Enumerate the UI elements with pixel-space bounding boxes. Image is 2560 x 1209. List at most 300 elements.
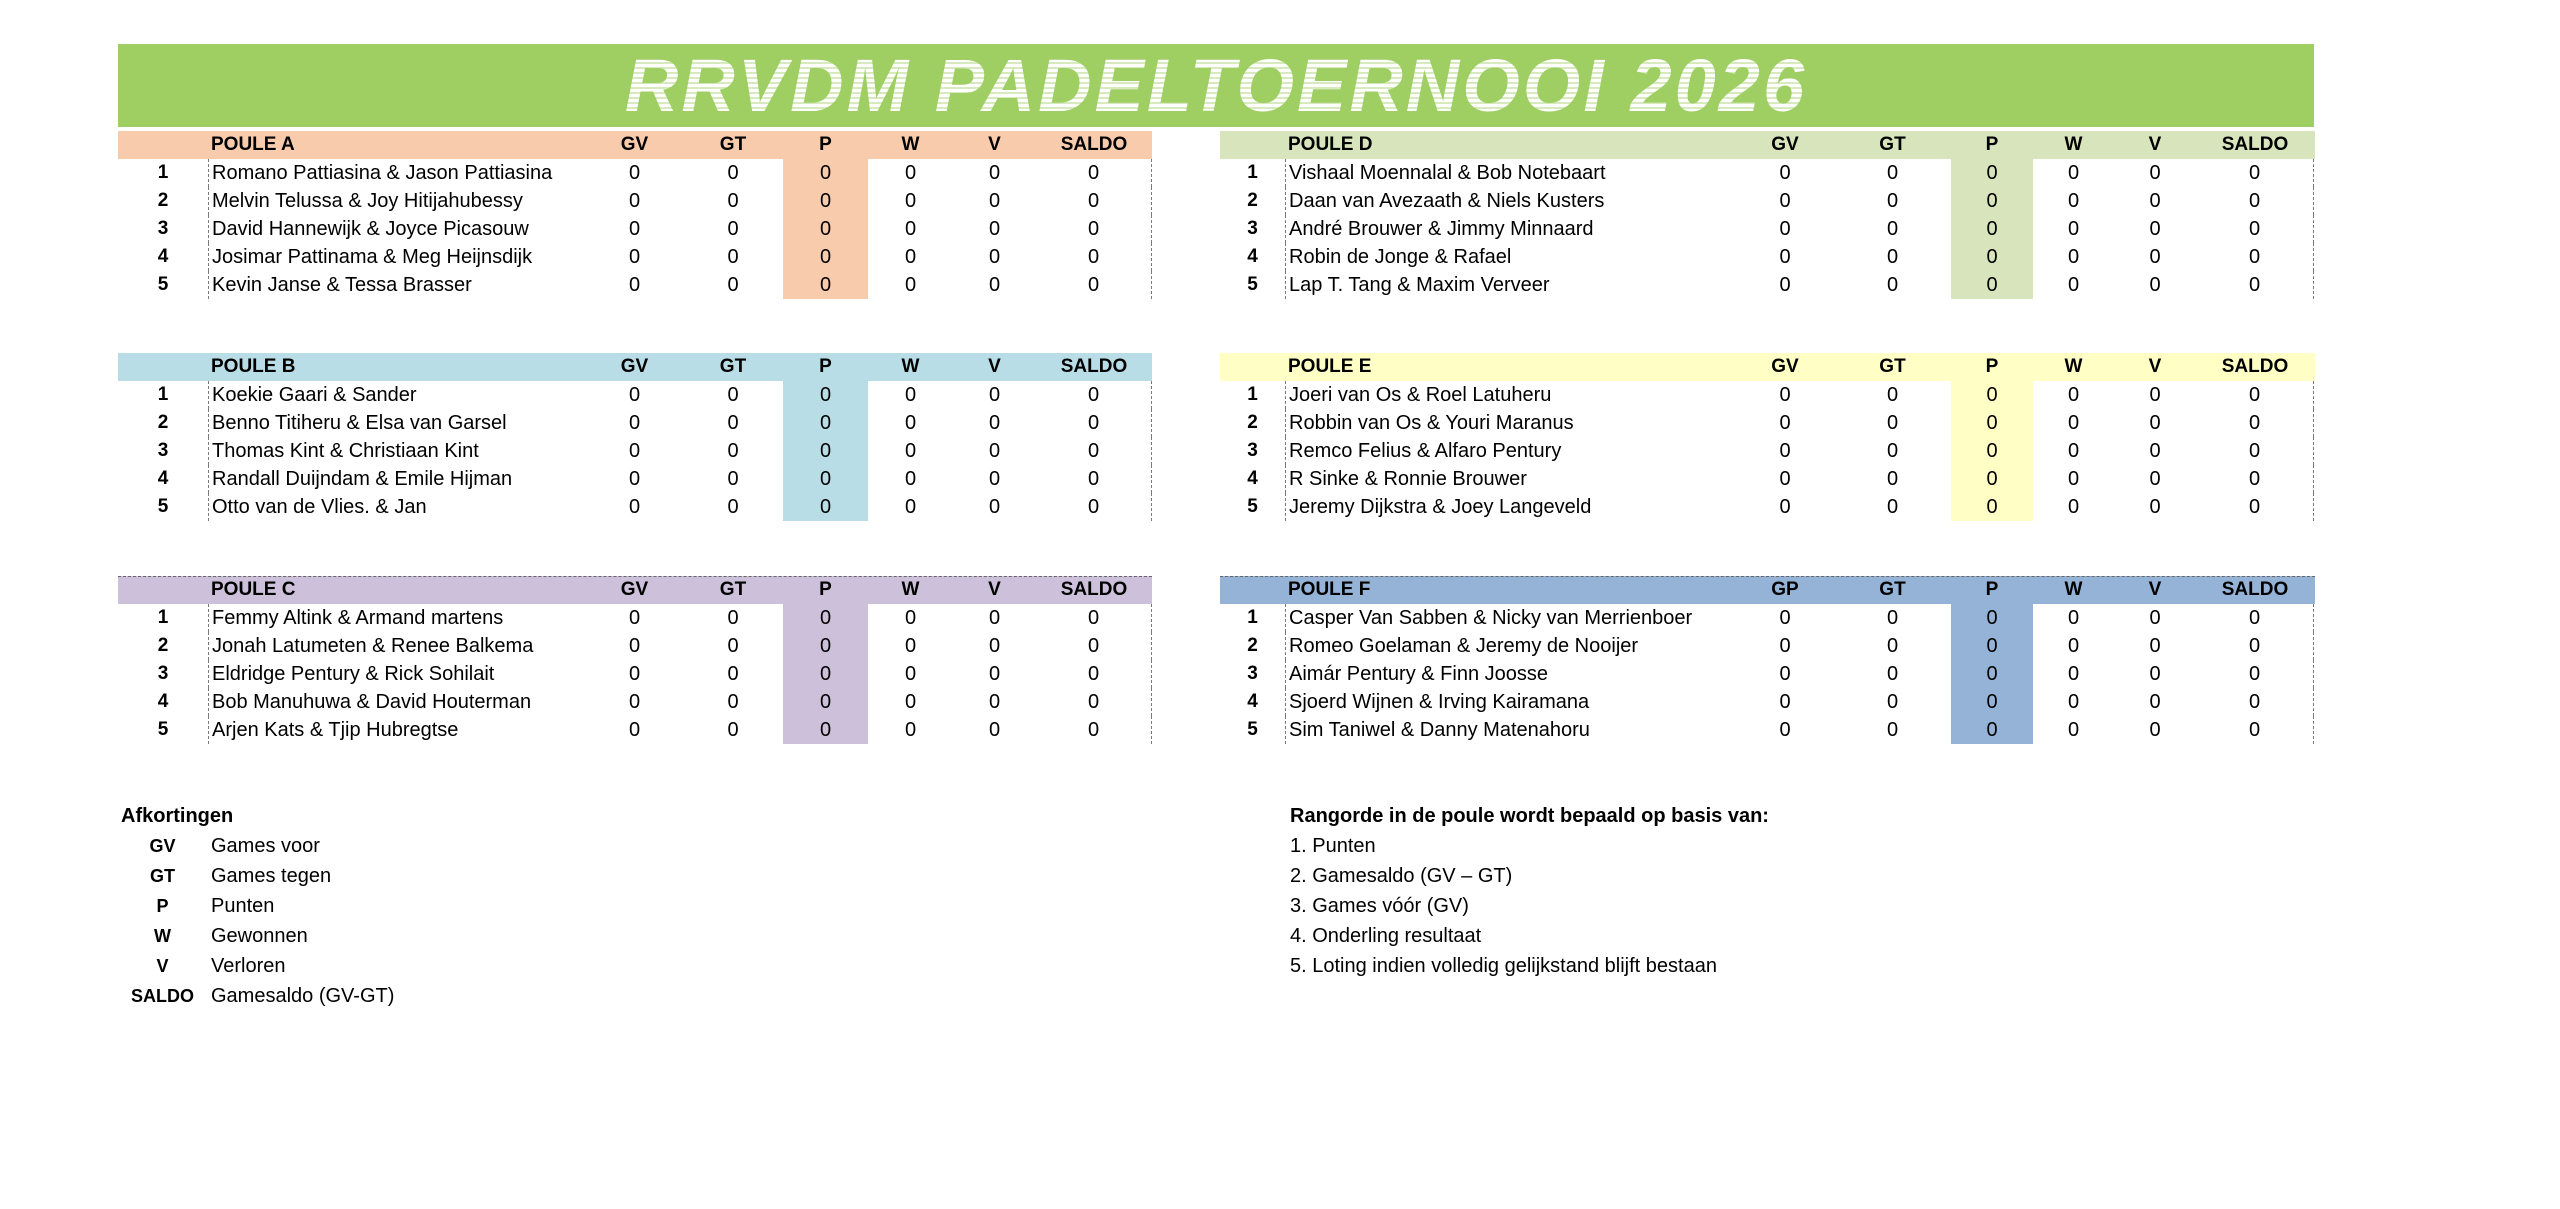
stat-w: 0 [2067,691,2080,713]
team-name: Bob Manuhuwa & David Houterman [208,688,586,716]
stat-gt: 0 [1886,663,1899,685]
stat-w: 0 [904,468,917,490]
team-name: Romano Pattiasina & Jason Pattiasina [208,159,586,187]
stat-p: 0 [1951,688,2033,716]
stat-gv: 0 [628,218,641,240]
stat-v: 0 [2149,246,2161,268]
team-name: Josimar Pattinama & Meg Heijnsdijk [208,243,586,271]
stat-saldo: 0 [2196,437,2314,465]
legend-item [118,951,818,981]
team-name: Thomas Kint & Christiaan Kint [208,437,586,465]
stat-p: 0 [1951,493,2033,521]
column-header-w: W [2064,356,2083,377]
team-name: Arjen Kats & Tjip Hubregtse [208,716,586,744]
poule-title: POULE C [211,579,296,600]
legend-abbr: GV [149,836,176,856]
legend-abbr: W [154,926,171,946]
stat-v: 0 [2149,635,2161,657]
team-name: Randall Duijndam & Emile Hijman [208,465,586,493]
ranking-title: Rangorde in de poule wordt bepaald op basis van: [1290,805,1769,827]
stat-w: 0 [904,218,917,240]
stat-saldo: 0 [2196,493,2314,521]
team-name: Casper Van Sabben & Nicky van Merrienboer [1285,604,1736,632]
team-row [118,632,1152,660]
team-name: David Hannewijk & Joyce Picasouw [208,215,586,243]
stat-saldo: 0 [1036,409,1152,437]
stat-w: 0 [904,162,917,184]
column-header-v: V [2148,356,2162,377]
stat-gt: 0 [1886,607,1899,629]
legend-item [118,981,818,1011]
stat-w: 0 [904,691,917,713]
team-row [118,187,1152,215]
team-rank: 3 [1247,218,1258,239]
legend-desc: Gamesaldo (GV-GT) [211,985,395,1007]
stat-gt: 0 [727,719,739,741]
column-header-p: P [1985,134,1999,155]
team-rank: 1 [157,162,169,183]
stat-saldo: 0 [2196,409,2314,437]
stat-saldo: 0 [1036,465,1152,493]
column-header-p: P [1985,356,1999,377]
stat-w: 0 [2067,190,2080,212]
team-name: Kevin Janse & Tessa Brasser [208,271,586,299]
stat-saldo: 0 [2196,660,2314,688]
stat-w: 0 [2067,468,2080,490]
column-header-gt: GT [1879,134,1906,155]
stat-gt: 0 [727,190,739,212]
stat-gv: 0 [628,246,641,268]
team-row [1220,409,2315,437]
stat-p: 0 [783,688,868,716]
team-rank: 2 [1247,635,1258,656]
stat-v: 0 [988,691,1001,713]
stat-p: 0 [1951,215,2033,243]
team-name: Eldridge Pentury & Rick Sohilait [208,660,586,688]
column-header-p: P [819,579,832,600]
team-name: Melvin Telussa & Joy Hitijahubessy [208,187,586,215]
team-rank: 1 [1247,162,1258,183]
team-rank: 5 [157,274,169,295]
stat-w: 0 [2067,412,2080,434]
team-row [1220,187,2315,215]
stat-saldo: 0 [2196,632,2314,660]
team-row [118,716,1152,744]
poule-header-row [118,131,1152,159]
column-header-v: V [2148,134,2162,155]
team-row [1220,271,2315,299]
column-header-saldo: SALDO [2221,356,2289,377]
stat-w: 0 [904,663,917,685]
legend-abbr: GT [150,866,175,886]
stat-saldo: 0 [2196,215,2314,243]
column-header-w: W [2064,579,2083,600]
team-row [1220,632,2315,660]
stat-gv: 0 [628,635,641,657]
team-row [118,409,1152,437]
team-rank: 3 [157,218,169,239]
team-row [118,465,1152,493]
stat-gt: 0 [1886,719,1899,741]
stat-gv: 0 [1779,468,1791,490]
stat-v: 0 [2149,274,2161,296]
legend-title: Afkortingen [121,805,234,827]
team-row [118,215,1152,243]
column-header-p: P [819,356,832,377]
team-row [1220,215,2315,243]
column-header-saldo: SALDO [2221,579,2289,600]
ranking-item: 2. Gamesaldo (GV – GT) [1290,865,1513,887]
abbreviations-legend [118,801,818,1011]
stat-saldo: 0 [2196,381,2314,409]
stat-v: 0 [988,384,1001,406]
poule-header-row [1220,576,2315,604]
column-header-p: P [819,134,832,155]
team-name: André Brouwer & Jimmy Minnaard [1285,215,1736,243]
team-row [118,381,1152,409]
stat-gv: 0 [628,468,641,490]
tournament-title: RRVDM PADELTOERNOOI 2026 [624,44,1808,127]
stat-p: 0 [1951,716,2033,744]
legend-item [118,921,818,951]
stat-v: 0 [988,607,1001,629]
stat-saldo: 0 [1036,159,1152,187]
stat-p: 0 [1951,604,2033,632]
stat-w: 0 [904,274,917,296]
stat-gv: 0 [628,663,641,685]
team-row [1220,604,2315,632]
stat-w: 0 [2067,246,2080,268]
stat-p: 0 [783,271,868,299]
team-row [1220,716,2315,744]
team-rank: 5 [157,719,169,740]
team-row [118,437,1152,465]
legend-desc: Games tegen [211,865,332,887]
poule-title: POULE A [211,134,295,155]
team-row [118,604,1152,632]
team-rank: 4 [157,691,169,712]
team-rank: 4 [157,246,169,267]
team-rank: 3 [1247,663,1258,684]
legend-desc: Punten [211,895,275,917]
stat-v: 0 [988,274,1001,296]
column-header-w: W [901,134,920,155]
stat-gv: 0 [628,274,641,296]
team-name: Daan van Avezaath & Niels Kusters [1285,187,1736,215]
stat-w: 0 [2067,635,2080,657]
column-header-gt: GT [1879,579,1906,600]
stat-gt: 0 [1886,246,1899,268]
stat-saldo: 0 [1036,215,1152,243]
stat-p: 0 [1951,660,2033,688]
poule-header-row [118,576,1152,604]
column-header-gv: GV [1771,134,1799,155]
team-name: Jeremy Dijkstra & Joey Langeveld [1285,493,1736,521]
stat-w: 0 [2067,663,2080,685]
poule-header-row [1220,353,2315,381]
legend-desc: Verloren [211,955,286,977]
stat-w: 0 [904,384,917,406]
poule-f-table [1220,576,2315,744]
team-name: Lap T. Tang & Maxim Verveer [1285,271,1736,299]
legend-abbr: P [156,896,169,916]
stat-w: 0 [904,412,917,434]
stat-gt: 0 [727,691,739,713]
legend-item [118,891,818,921]
stat-gv: 0 [1779,440,1791,462]
stat-v: 0 [988,663,1001,685]
team-rank: 5 [1247,719,1258,740]
stat-v: 0 [2149,218,2161,240]
column-header-p: P [1985,579,1999,600]
stat-v: 0 [988,440,1001,462]
stat-w: 0 [2067,607,2080,629]
stat-p: 0 [1951,437,2033,465]
stat-w: 0 [2067,274,2080,296]
stat-v: 0 [2149,440,2161,462]
team-name: Femmy Altink & Armand martens [208,604,586,632]
stat-gt: 0 [1886,162,1899,184]
stat-saldo: 0 [1036,688,1152,716]
stat-saldo: 0 [1036,604,1152,632]
stat-gv: 0 [628,607,641,629]
team-row [118,493,1152,521]
ranking-rules [1290,801,2190,981]
stat-saldo: 0 [1036,716,1152,744]
stat-saldo: 0 [1036,243,1152,271]
rank-header-cell [118,353,208,381]
legend-abbr: SALDO [131,986,194,1006]
ranking-item: 5. Loting indien volledig gelijkstand blijft bestaan [1290,955,1717,977]
stat-p: 0 [783,632,868,660]
stat-gt: 0 [727,218,739,240]
team-rank: 3 [1247,440,1258,461]
poule-title: POULE F [1288,579,1371,600]
stat-saldo: 0 [2196,465,2314,493]
poule-a-table [118,131,1152,299]
stat-gv: 0 [1779,384,1791,406]
stat-saldo: 0 [1036,493,1152,521]
stat-gt: 0 [727,162,739,184]
legend-item [118,861,818,891]
stat-gv: 0 [1779,162,1791,184]
stat-gt: 0 [727,663,739,685]
stat-gp: 0 [1779,719,1791,741]
column-header-v: V [988,134,1001,155]
team-rank: 4 [1247,246,1258,267]
stat-p: 0 [1951,159,2033,187]
stat-gv: 0 [628,190,641,212]
team-name: Sjoerd Wijnen & Irving Kairamana [1285,688,1736,716]
team-name: Koekie Gaari & Sander [208,381,586,409]
stat-saldo: 0 [1036,437,1152,465]
poule-d-table [1220,131,2315,299]
stat-v: 0 [2149,607,2161,629]
stat-p: 0 [783,437,868,465]
team-row [1220,465,2315,493]
legend-abbr: V [156,956,169,976]
team-rank: 5 [157,496,169,517]
stat-gt: 0 [727,246,739,268]
stat-saldo: 0 [2196,243,2314,271]
column-header-v: V [988,579,1001,600]
stat-saldo: 0 [2196,159,2314,187]
column-header-gp: GP [1771,579,1799,600]
stat-saldo: 0 [2196,187,2314,215]
poule-e-table [1220,353,2315,521]
poule-header-row [1220,131,2315,159]
stat-gt: 0 [1886,274,1899,296]
stat-p: 0 [783,493,868,521]
rank-header-cell [1220,131,1285,159]
team-rank: 4 [1247,691,1258,712]
stat-v: 0 [2149,190,2161,212]
team-rank: 3 [157,663,169,684]
stat-gv: 0 [628,496,641,518]
team-row [1220,688,2315,716]
stat-v: 0 [988,218,1001,240]
stat-w: 0 [904,496,917,518]
stat-p: 0 [1951,632,2033,660]
team-rank: 1 [157,607,169,628]
stat-saldo: 0 [1036,381,1152,409]
stat-v: 0 [2149,412,2161,434]
stat-w: 0 [904,719,917,741]
stat-gt: 0 [1886,468,1899,490]
stat-saldo: 0 [2196,716,2314,744]
stat-w: 0 [904,440,917,462]
rank-header-cell [1220,576,1285,604]
stat-v: 0 [2149,719,2161,741]
stat-gp: 0 [1779,663,1791,685]
team-name: Romeo Goelaman & Jeremy de Nooijer [1285,632,1736,660]
team-row [1220,493,2315,521]
stat-gv: 0 [1779,496,1791,518]
column-header-gt: GT [1879,356,1906,377]
stat-v: 0 [988,468,1001,490]
stat-p: 0 [783,187,868,215]
stat-v: 0 [2149,468,2161,490]
team-row [118,660,1152,688]
team-name: Robbin van Os & Youri Maranus [1285,409,1736,437]
team-rank: 5 [1247,274,1258,295]
stat-v: 0 [988,719,1001,741]
stat-w: 0 [904,635,917,657]
stat-gv: 0 [628,162,641,184]
stat-gt: 0 [727,384,739,406]
stat-saldo: 0 [1036,271,1152,299]
column-header-gt: GT [719,356,747,377]
team-rank: 2 [157,635,169,656]
stat-saldo: 0 [2196,604,2314,632]
column-header-w: W [901,356,920,377]
stat-gt: 0 [1886,496,1899,518]
stat-p: 0 [1951,381,2033,409]
column-header-w: W [901,579,920,600]
stat-p: 0 [783,604,868,632]
team-name: Sim Taniwel & Danny Matenahoru [1285,716,1736,744]
stat-gt: 0 [727,412,739,434]
stat-gv: 0 [1779,218,1791,240]
column-header-gt: GT [719,579,747,600]
stat-w: 0 [2067,719,2080,741]
stat-gv: 0 [1779,274,1791,296]
stat-gt: 0 [1886,440,1899,462]
team-name: Robin de Jonge & Rafael [1285,243,1736,271]
stat-p: 0 [783,381,868,409]
stat-gv: 0 [1779,190,1791,212]
stat-v: 0 [2149,496,2161,518]
stat-w: 0 [904,190,917,212]
team-rank: 4 [1247,468,1258,489]
stat-w: 0 [2067,496,2080,518]
stat-gp: 0 [1779,691,1791,713]
stat-gv: 0 [628,691,641,713]
column-header-gt: GT [719,134,747,155]
stat-gv: 0 [628,412,641,434]
stat-v: 0 [988,496,1001,518]
column-header-gv: GV [620,579,649,600]
stat-p: 0 [783,660,868,688]
stat-v: 0 [988,635,1001,657]
stat-v: 0 [988,412,1001,434]
column-header-saldo: SALDO [2221,134,2289,155]
column-header-saldo: SALDO [1060,579,1128,600]
stat-v: 0 [988,190,1001,212]
stat-gp: 0 [1779,607,1791,629]
stat-p: 0 [1951,243,2033,271]
column-header-saldo: SALDO [1060,356,1128,377]
stat-p: 0 [783,716,868,744]
team-name: Benno Titiheru & Elsa van Garsel [208,409,586,437]
team-name: Vishaal Moennalal & Bob Notebaart [1285,159,1736,187]
team-name: Aimár Pentury & Finn Joosse [1285,660,1736,688]
team-row [1220,660,2315,688]
stat-gt: 0 [1886,691,1899,713]
team-rank: 2 [1247,190,1258,211]
stat-w: 0 [904,246,917,268]
stat-gv: 0 [628,440,641,462]
team-rank: 5 [1247,496,1258,517]
team-name: Jonah Latumeten & Renee Balkema [208,632,586,660]
stat-w: 0 [2067,440,2080,462]
poule-title: POULE E [1288,356,1372,377]
stat-p: 0 [783,159,868,187]
stat-saldo: 0 [1036,632,1152,660]
rank-header-cell [118,576,208,604]
stat-v: 0 [2149,691,2161,713]
stat-v: 0 [2149,162,2161,184]
team-name: R Sinke & Ronnie Brouwer [1285,465,1736,493]
stat-gt: 0 [1886,635,1899,657]
team-name: Otto van de Vlies. & Jan [208,493,586,521]
ranking-item: 4. Onderling resultaat [1290,925,1482,947]
stat-v: 0 [988,246,1001,268]
team-row [1220,243,2315,271]
stat-w: 0 [2067,384,2080,406]
column-header-v: V [2148,579,2162,600]
team-row [1220,159,2315,187]
stat-gt: 0 [1886,190,1899,212]
team-rank: 4 [157,468,169,489]
title-banner [118,44,2314,127]
stat-p: 0 [783,409,868,437]
stat-gt: 0 [727,607,739,629]
stat-saldo: 0 [1036,660,1152,688]
column-header-gv: GV [620,356,649,377]
team-row [118,243,1152,271]
team-rank: 2 [1247,412,1258,433]
